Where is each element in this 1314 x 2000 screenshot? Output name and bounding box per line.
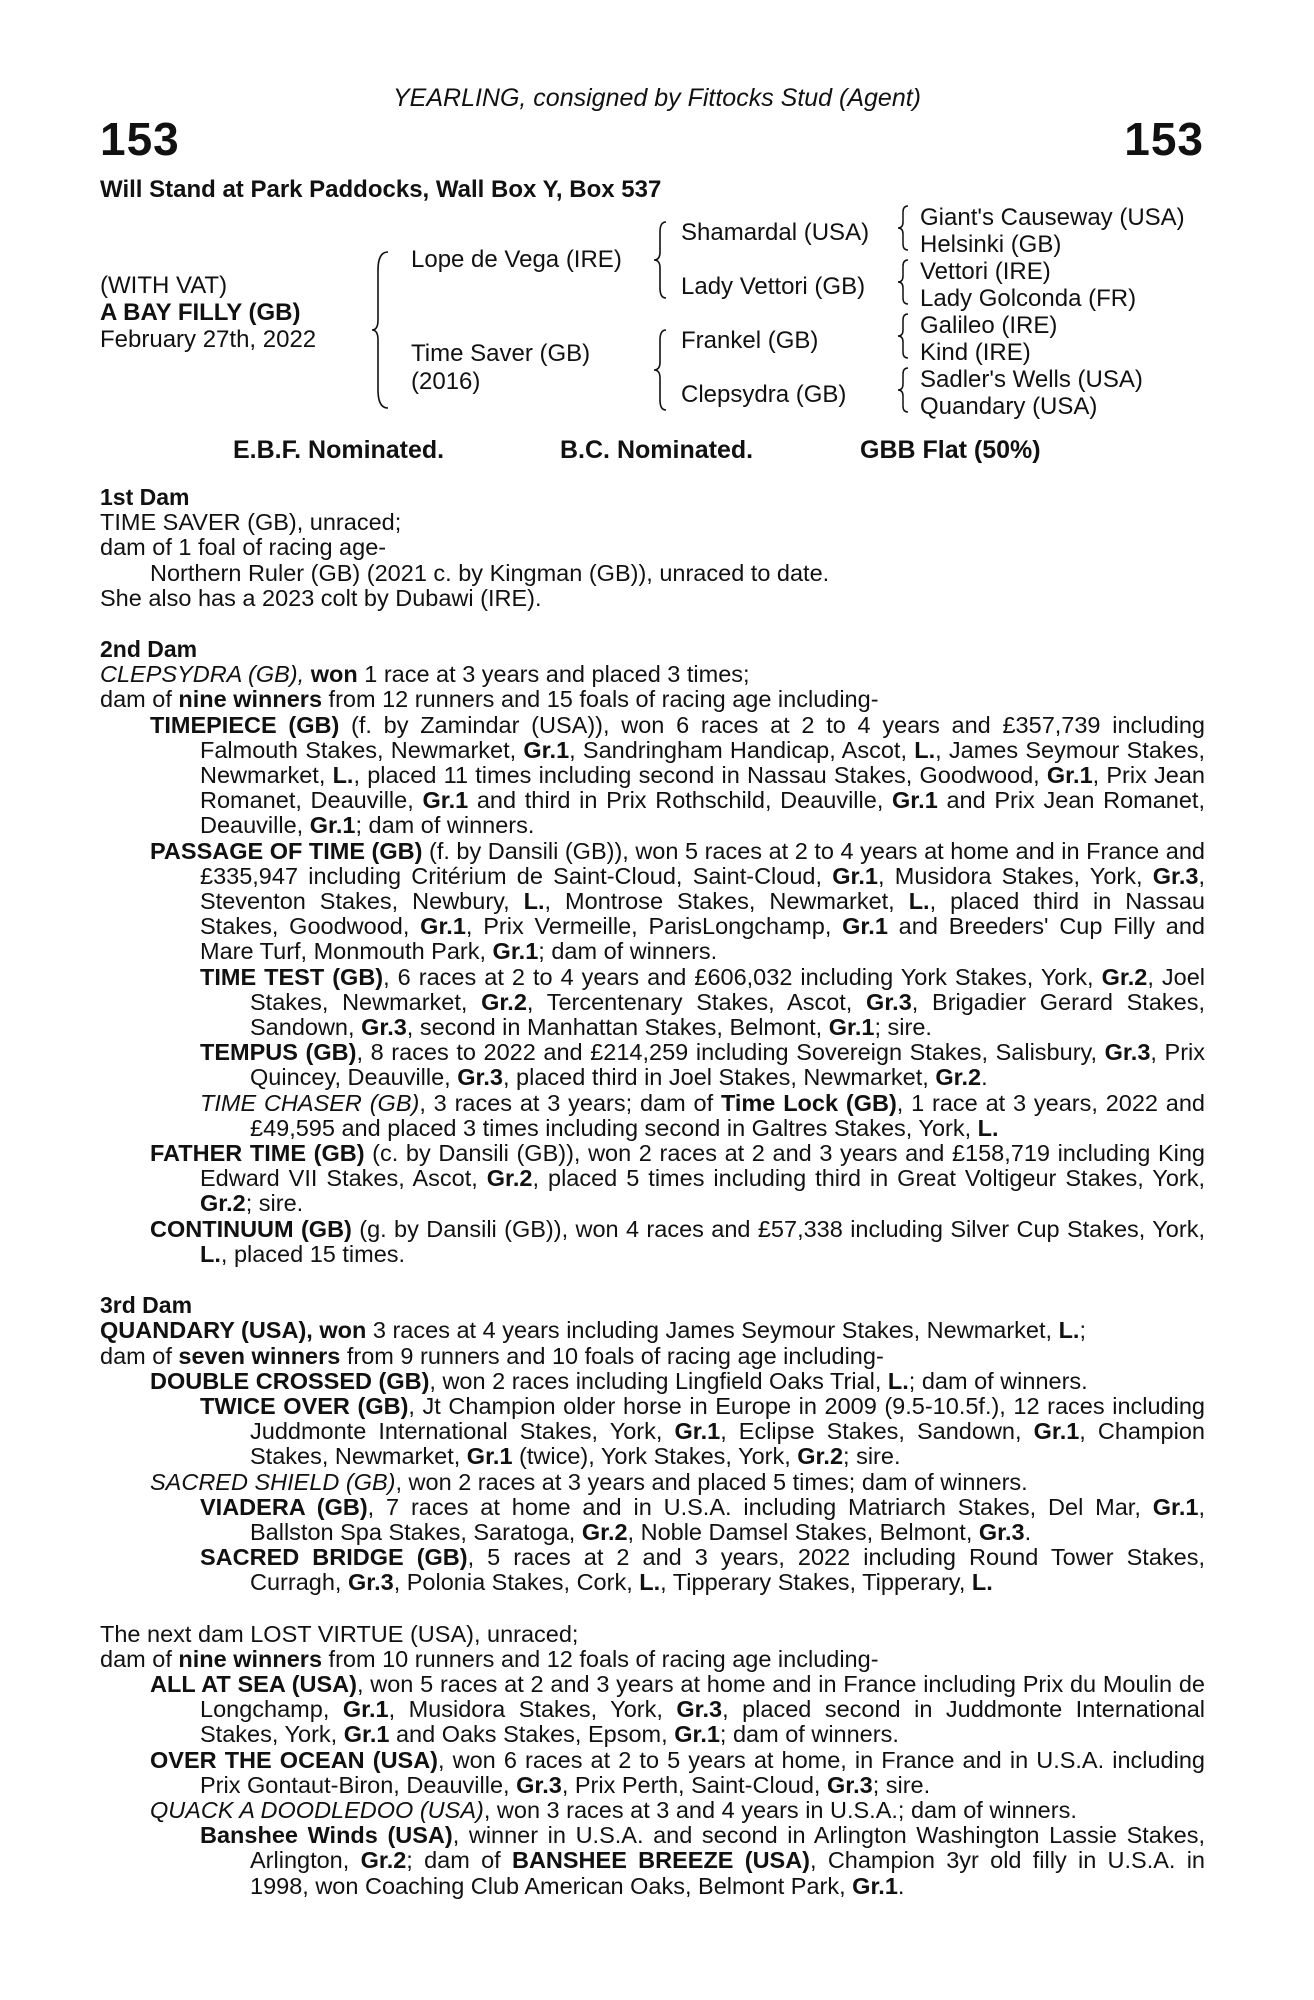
catalogue-body xyxy=(100,485,1205,1899)
ggp-3: Vettori (IRE) xyxy=(920,258,1051,285)
first-dam-heading: 1st Dam xyxy=(100,484,190,510)
subject-name: A BAY FILLY (GB) xyxy=(100,299,301,326)
pedigree-brace xyxy=(652,328,668,412)
produce-entry: VIADERA (GB), 7 races at home and in U.S.A. including Matriarch Stakes, Del Mar, Gr.1, Ballston Spa Stakes, Saratoga, Gr.2, Noble Damsel Stakes, Belmont, Gr.3. xyxy=(200,1493,1205,1545)
produce-entry: ALL AT SEA (USA), won 5 races at 2 and 3 years at home and in France including Prix du Moulin de Longchamp, Gr.1, Musidora Stakes, York, Gr.3, placed second in Juddmonte International Stakes, York, Gr.1 and Oaks Stakes, Epsom, Gr.1; dam of winners. xyxy=(150,1670,1206,1748)
sire: Lope de Vega (IRE) xyxy=(411,246,622,273)
sire-sire: Shamardal (USA) xyxy=(681,219,870,246)
pedigree-brace xyxy=(372,250,392,410)
pedigree-brace xyxy=(896,204,910,252)
ebf-nomination: E.B.F. Nominated. xyxy=(233,436,445,464)
produce-entry: TIME TEST (GB), 6 races at 2 to 4 years and £606,032 including York Stakes, York, Gr.2, Joel Stakes, Newmarket, Gr.2, Tercentenary Stakes, Ascot, Gr.3, Brigadier Gerard Stakes, Sandown, Gr.3, second in Manhattan Stakes, Belmont, Gr.1; sire. xyxy=(200,963,1206,1041)
produce-entry: QUACK A DOODLEDOO (USA), won 3 races at 3 and 4 years in U.S.A.; dam of winners. xyxy=(150,1796,1077,1823)
pedigree-brace xyxy=(896,312,910,360)
lot-number-right: 153 xyxy=(1124,113,1204,165)
pedigree-brace xyxy=(896,258,910,306)
first-dam-produce-intro: dam of 1 foal of racing age- xyxy=(100,534,387,561)
pedigree-brace xyxy=(652,220,668,300)
first-dam-note: She also has a 2023 colt by Dubawi (IRE). xyxy=(100,584,542,611)
produce-entry: CONTINUUM (GB) (g. by Dansili (GB)), won 4 races and £57,338 including Silver Cup Stakes, York, L., placed 15 times. xyxy=(150,1215,1205,1267)
sire-dam: Lady Vettori (GB) xyxy=(681,273,866,300)
next-dam-line: The next dam LOST VIRTUE (USA), unraced; xyxy=(100,1620,579,1647)
produce-entry: TIME CHASER (GB), 3 races at 3 years; dam of Time Lock (GB), 1 race at 3 years, 2022 and £49,595 and placed 3 times including second in Galtres Stakes, York, L. xyxy=(200,1089,1206,1141)
ggp-5: Galileo (IRE) xyxy=(920,312,1058,339)
third-dam-intro: QUANDARY (USA), won 3 races at 4 years including James Seymour Stakes, Newmarket, L.; xyxy=(100,1317,1086,1344)
produce-entry: Banshee Winds (USA), winner in U.S.A. and second in Arlington Washington Lassie Stakes, Arlington, Gr.2; dam of BANSHEE BREEZE (USA), Champion 3yr old filly in U.S.A. in 1998, won Coaching Club American Oaks, Belmont Park, Gr.1. xyxy=(200,1822,1205,1899)
ggp-2: Helsinki (GB) xyxy=(920,231,1062,258)
stand-location: Will Stand at Park Paddocks, Wall Box Y, Box 537 xyxy=(100,176,662,203)
produce-entry: OVER THE OCEAN (USA), won 6 races at 2 to 5 years at home, in France and in U.S.A. including Prix Gontaut-Biron, Deauville, Gr.3, Prix Perth, Saint-Cloud, Gr.3; sire. xyxy=(150,1746,1205,1798)
produce-entry: TIMEPIECE (GB) (f. by Zamindar (USA)), won 6 races at 2 to 4 years and £357,739 including Falmouth Stakes, Newmarket, Gr.1, Sandringham Handicap, Ascot, L., James Seymour Stakes, Newmarket, L., placed 11 times including second in Nassau Stakes, Goodwood, Gr.1, Prix Jean Romanet, Deauville, Gr.1 and third in Prix Rothschild, Deauville, Gr.1 and Prix Jean Romanet, Deauville, Gr.1; dam of winners. xyxy=(150,711,1206,839)
second-dam-produce-intro: dam of nine winners from 12 runners and 15 foals of racing age including- xyxy=(100,686,879,713)
third-dam-heading: 3rd Dam xyxy=(100,1292,193,1319)
ggp-6: Kind (IRE) xyxy=(920,339,1031,366)
dam-year: (2016) xyxy=(411,368,481,395)
ggp-7: Sadler's Wells (USA) xyxy=(920,366,1143,393)
produce-entry: TWICE OVER (GB), Jt Champion older horse in Europe in 2009 (9.5-10.5f.), 12 races including Juddmonte International Stakes, York, Gr.1, Eclipse Stakes, Sandown, Gr.1, Champion Stakes, Newmarket, Gr.1 (twice), York Stakes, York, Gr.2; sire. xyxy=(200,1392,1205,1470)
consignor-line: YEARLING, consigned by Fittocks Stud (Agent) xyxy=(392,84,921,112)
dam: Time Saver (GB) xyxy=(411,340,591,367)
produce-entry: SACRED SHIELD (GB), won 2 races at 3 years and placed 5 times; dam of winners. xyxy=(150,1468,1028,1495)
dam-sire: Frankel (GB) xyxy=(681,327,819,354)
pedigree-brace xyxy=(896,366,910,414)
ggp-1: Giant's Causeway (USA) xyxy=(920,204,1185,231)
produce-entry: FATHER TIME (GB) (c. by Dansili (GB)), won 2 races at 2 and 3 years and £158,719 including King Edward VII Stakes, Ascot, Gr.2, placed 5 times including third in Great Voltigeur Stakes, York, Gr.2; sire. xyxy=(150,1140,1205,1217)
gbb-flat: GBB Flat (50%) xyxy=(860,436,1041,464)
second-dam-heading: 2nd Dam xyxy=(100,636,198,663)
produce-entry: TEMPUS (GB), 8 races to 2022 and £214,259 including Sovereign Stakes, Salisbury, Gr.3, Prix Quincey, Deauville, Gr.3, placed third in Joel Stakes, Newmarket, Gr.2. xyxy=(200,1039,1205,1091)
lot-number-left: 153 xyxy=(100,113,180,165)
ggp-8: Quandary (USA) xyxy=(920,393,1098,420)
bc-nomination: B.C. Nominated. xyxy=(560,436,754,464)
produce-entry: PASSAGE OF TIME (GB) (f. by Dansili (GB)), won 5 races at 2 to 4 years at home and in France and £335,947 including Critérium de Saint-Cloud, Saint-Cloud, Gr.1, Musidora Stakes, York, Gr.3, Steventon Stakes, Newbury, L., Montrose Stakes, Newmarket, L., placed third in Nassau Stakes, Goodwood, Gr.1, Prix Vermeille, ParisLongchamp, Gr.1 and Breeders' Cup Filly and Mare Turf, Monmouth Park, Gr.1; dam of winners. xyxy=(150,837,1206,965)
next-dam-produce-intro: dam of nine winners from 10 runners and 12 foals of racing age including- xyxy=(100,1645,879,1672)
ggp-4: Lady Golconda (FR) xyxy=(920,285,1137,312)
second-dam-intro: CLEPSYDRA (GB), won 1 race at 3 years and placed 3 times; xyxy=(100,661,750,688)
foaling-date: February 27th, 2022 xyxy=(100,326,317,353)
vat-note: (WITH VAT) xyxy=(100,272,228,299)
first-dam-line: TIME SAVER (GB), unraced; xyxy=(100,509,402,536)
produce-entry: DOUBLE CROSSED (GB), won 2 races including Lingfield Oaks Trial, L.; dam of winners. xyxy=(150,1367,1088,1394)
produce-entry: SACRED BRIDGE (GB), 5 races at 2 and 3 years, 2022 including Round Tower Stakes, Curragh, Gr.3, Polonia Stakes, Cork, L., Tipperary Stakes, Tipperary, L. xyxy=(200,1544,1205,1596)
third-dam-produce-intro: dam of seven winners from 9 runners and 10 foals of racing age including- xyxy=(100,1342,884,1369)
dam-dam: Clepsydra (GB) xyxy=(681,381,847,408)
first-dam-produce: Northern Ruler (GB) (2021 c. by Kingman (GB)), unraced to date. xyxy=(150,559,830,586)
